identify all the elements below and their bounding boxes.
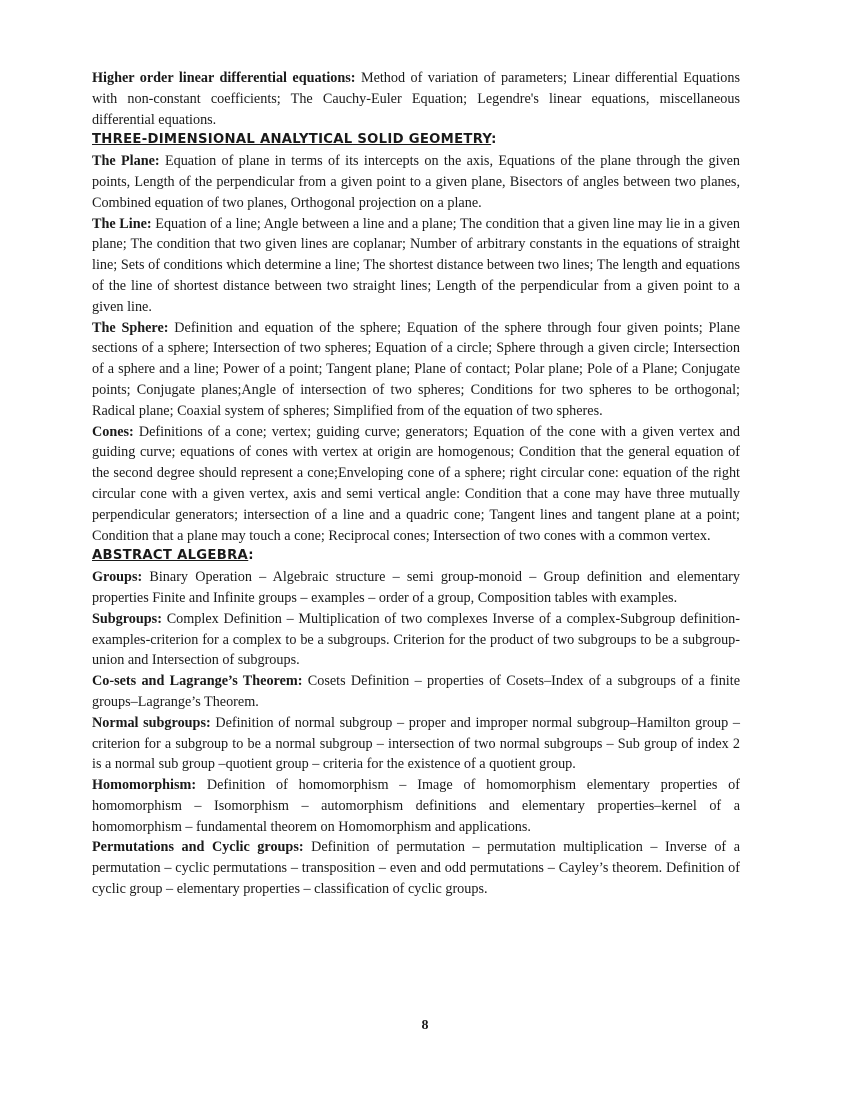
subgroups-text: Complex Definition – Multiplication of two complexes Inverse of a complex-Subgroup definition- examples-criterion for a complex to be a subgroups. Criterion for the product of two subgroups to be a subgroup-union and Intersection of subgroups. — [92, 610, 740, 669]
groups-paragraph — [92, 567, 740, 609]
intro-paragraph — [92, 68, 740, 130]
geometry-title-colon: : — [491, 132, 497, 148]
algebra-title-text: ABSTRACT ALGEBRA — [92, 548, 249, 564]
permutations-paragraph — [92, 837, 740, 899]
sphere-text: Definition and equation of the sphere; Equation of the sphere through four given points; Plane sections of a sphere; Intersection of two spheres; Equation of a circle; Sphere through a given circle; Intersection of a sphere and a line; Power of a point; Tangent plane; Plane of contact; Polar plane; Pole of a Plane; Conjugate points; Conjugate planes;Angle of intersection of two spheres; Conditions for two spheres to be orthogonal; Radical plane; Coaxial system of spheres; Simplified from of the equation of two spheres. — [92, 319, 740, 419]
permutations-text: Definition of permutation – permutation multiplication – Inverse of a permutation – cyclic permutations – transposition – even and odd permutations – Cayley’s theorem. Definition of cyclic group – elementary properties – classification of cyclic groups. — [92, 839, 741, 898]
cones-heading: Cones: — [92, 423, 134, 440]
line-heading: The Line: — [92, 215, 152, 232]
normal-subgroups-heading: Normal subgroups: — [92, 714, 211, 731]
plane-paragraph — [92, 151, 740, 213]
geometry-title-text: THREE-DIMENSIONAL ANALYTICAL SOLID GEOMETRY — [92, 132, 492, 148]
geometry-section-title — [92, 130, 740, 151]
intro-heading: Higher order linear differential equations: — [92, 70, 356, 86]
page-number: 8 — [421, 1018, 429, 1033]
sphere-heading: The Sphere: — [92, 319, 169, 336]
cones-text: Definitions of a cone; vertex; guiding curve; generators; Equation of the cone with a given vertex and guiding curve; equations of cones with vertex at origin are homogenous; Condition that the general equation of the second degree should represent a cone;Enveloping cone of a sphere; right circular cone: equation of the right circular cone with a given vertex, axis and semi vertical angle: Condition that a cone may have three mutually perpendicular generators; intersection of a line and a quadric cone; Tangent lines and tangent plane at a point; Condition that a plane may touch a cone; Reciprocal cones; Intersection of two cones with a common vertex. — [92, 423, 740, 544]
permutations-heading: Permutations and Cyclic groups: — [92, 839, 304, 856]
cosets-heading: Co-sets and Lagrange’s Theorem: — [92, 673, 303, 690]
homomorphism-heading: Homomorphism: — [92, 777, 197, 794]
plane-text: Equation of plane in terms of its intercepts on the axis, Equations of the plane through the given points, Length of the perpendicular from a given point to a given plane, Bisectors of angles between two planes, Combined equation of two planes, Orthogonal projection on a plane. — [92, 153, 740, 211]
normal-subgroups-text: Definition of normal subgroup – proper and improper normal subgroup–Hamilton group – criterion for a subgroup to be a normal subgroup – intersection of two normal subgroups – Sub group of index 2 is a normal sub group –quotient group – criteria for the existence of a quotient group. — [92, 714, 740, 773]
cosets-paragraph — [92, 671, 740, 713]
line-text: Equation of a line; Angle between a line and a plane; The condition that a given line may lie in a given plane; The condition that two given lines are coplanar; Number of arbitrary constants in the equations of straight line; Sets of conditions which determine a line; The shortest distance between two lines; The length and equations of the line of shortest distance between two straight lines; Length of the perpendicular from a given point to a given line. — [92, 215, 740, 315]
intro-text: Method of variation of parameters; Linear differential Equations with non-constant coefficients; The Cauchy-Euler Equation; Legendre's linear equations, miscellaneous differential equations. — [92, 70, 740, 128]
subgroups-heading: Subgroups: — [92, 610, 162, 627]
document-page — [92, 68, 740, 900]
cosets-text: Cosets Definition – properties of Cosets–Index of a subgroups of a finite groups–Lagrange’s Theorem. — [92, 673, 740, 710]
homomorphism-paragraph — [92, 775, 740, 837]
plane-heading: The Plane: — [92, 153, 160, 170]
subgroups-paragraph — [92, 609, 740, 671]
sphere-paragraph — [92, 318, 740, 422]
normal-subgroups-paragraph — [92, 713, 740, 775]
groups-heading: Groups: — [92, 569, 143, 586]
groups-text: Binary Operation – Algebraic structure – semi group-monoid – Group definition and elementary properties Finite and Infinite groups – examples – order of a group, Composition tables with examples. — [92, 569, 740, 606]
homomorphism-text: Definition of homomorphism – Image of homomorphism elementary properties of homomorphism – Isomorphism – automorphism definitions and elementary properties–kernel of a homomorphism – fundamental theorem on Homomorphism and applications. — [92, 777, 740, 835]
algebra-title-colon: : — [248, 548, 254, 564]
algebra-section-title — [92, 546, 740, 567]
line-paragraph — [92, 214, 740, 318]
cones-paragraph — [92, 422, 740, 547]
